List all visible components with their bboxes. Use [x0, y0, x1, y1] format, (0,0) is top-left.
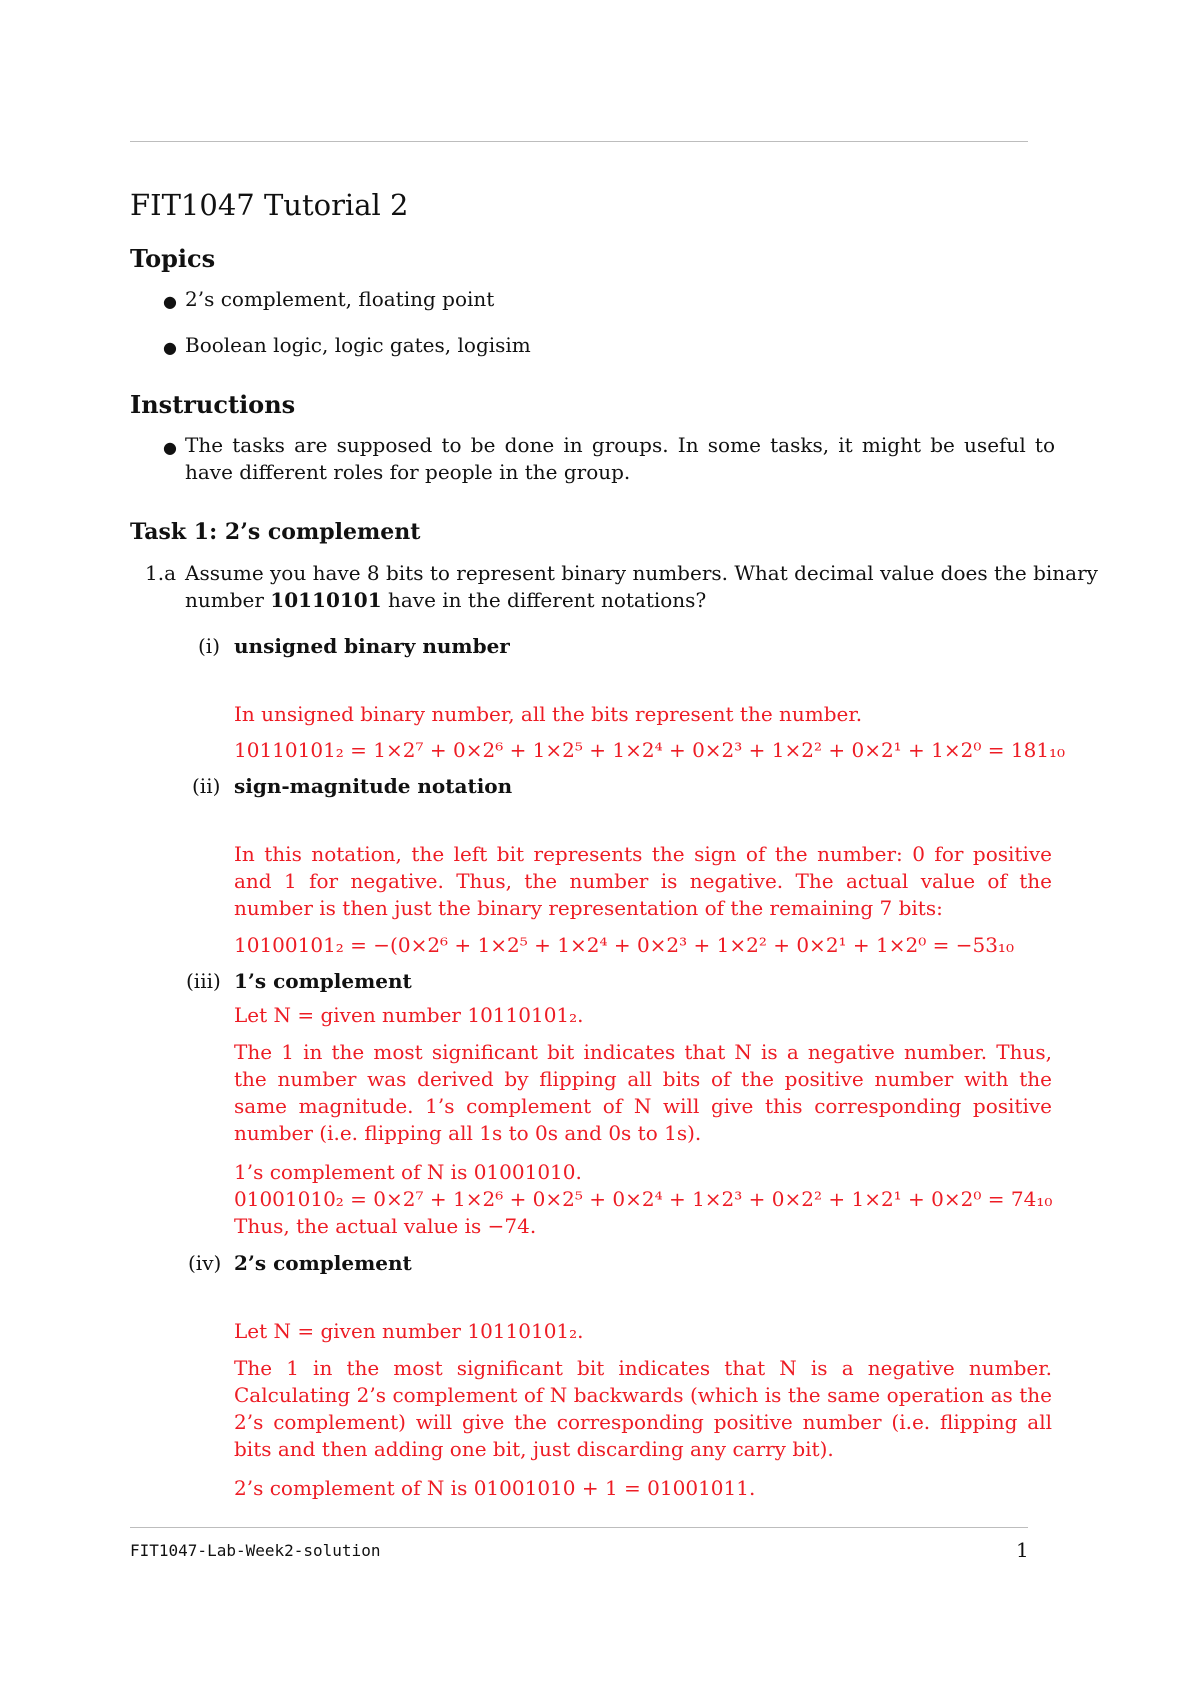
topic-item-1: 2’s complement, floating point: [185, 287, 495, 311]
instruction-item-1: The tasks are supposed to be done in groups. In some tasks, it might be useful to have different roles for people in the group.: [185, 433, 1055, 484]
bullet-icon: ●: [163, 438, 177, 457]
part-i-title: unsigned binary number: [234, 634, 510, 658]
page-number: 1: [1016, 1538, 1029, 1562]
bullet-icon: ●: [163, 292, 177, 311]
part-ii-equation: 10100101₂ = −(0×2⁶ + 1×2⁵ + 1×2⁴ + 0×2³ + 1×2² + 0×2¹ + 1×2⁰ = −53₁₀: [234, 933, 1014, 957]
part-i-answer-line: In unsigned binary number, all the bits represent the number.: [234, 702, 863, 726]
part-iii-title: 1’s complement: [234, 969, 412, 993]
question-text-a: Assume you have 8 bits to represent binary numbers. What decimal value does the binary: [185, 561, 1098, 585]
question-text-line2: [185, 587, 706, 614]
instructions-heading: Instructions: [130, 390, 296, 419]
part-ii-title: sign-magnitude notation: [234, 774, 513, 798]
footer-label: FIT1047-Lab-Week2-solution: [130, 1541, 381, 1560]
question-label: 1.a: [145, 561, 177, 585]
question-number: 10110101: [270, 588, 382, 612]
question-text: [185, 560, 1098, 587]
part-iii-complement-line: 1’s complement of N is 01001010.: [234, 1160, 582, 1184]
topics-heading: Topics: [130, 244, 216, 273]
task1-heading: Task 1: 2’s complement: [130, 519, 421, 545]
part-ii-answer-paragraph: In this notation, the left bit represents the sign of the number: 0 for positive and 1 for negative. Thus, the number is negative. The actual value of the number is then just the binary representation of the remaining 7 bits:: [234, 842, 1052, 920]
bullet-icon: ●: [163, 338, 177, 357]
part-iv-complement-line: 2’s complement of N is 01001010 + 1 = 01001011.: [234, 1476, 756, 1500]
part-iii-equation: 01001010₂ = 0×2⁷ + 1×2⁶ + 0×2⁵ + 0×2⁴ + 1×2³ + 0×2² + 1×2¹ + 0×2⁰ = 74₁₀: [234, 1187, 1053, 1211]
part-ii-label: (ii): [192, 774, 221, 798]
part-iv-title: 2’s complement: [234, 1251, 412, 1275]
page-title: FIT1047 Tutorial 2: [130, 188, 409, 222]
part-iii-result: Thus, the actual value is −74.: [234, 1214, 537, 1238]
part-iii-label: (iii): [186, 969, 221, 993]
part-iv-let: Let N = given number 10110101₂.: [234, 1319, 584, 1343]
question-text-c: have in the different notations?: [387, 588, 707, 612]
part-iii-let: Let N = given number 10110101₂.: [234, 1003, 584, 1027]
part-iv-label: (iv): [188, 1251, 222, 1275]
footer-rule: [130, 1527, 1028, 1528]
part-iv-answer-paragraph: The 1 in the most significant bit indicates that N is a negative number. Calculating 2’s complement of N backwards (which is the same operation as the 2’s complement) will give the corresponding positive number (i.e. flipping all bits and then adding one bit, just discarding any carry bit).: [234, 1356, 1052, 1461]
part-i-equation: 10110101₂ = 1×2⁷ + 0×2⁶ + 1×2⁵ + 1×2⁴ + 0×2³ + 1×2² + 0×2¹ + 1×2⁰ = 181₁₀: [234, 738, 1066, 762]
topic-item-2: Boolean logic, logic gates, logisim: [185, 333, 531, 357]
header-rule: [130, 141, 1028, 142]
part-i-label: (i): [198, 634, 221, 658]
question-text-b: number: [185, 588, 264, 612]
part-iii-answer-paragraph: The 1 in the most significant bit indicates that N is a negative number. Thus, the number was derived by flipping all bits of the positive number with the same magnitude. 1’s complement of N will give this corresponding positive number (i.e. flipping all 1s to 0s and 0s to 1s).: [234, 1040, 1052, 1145]
